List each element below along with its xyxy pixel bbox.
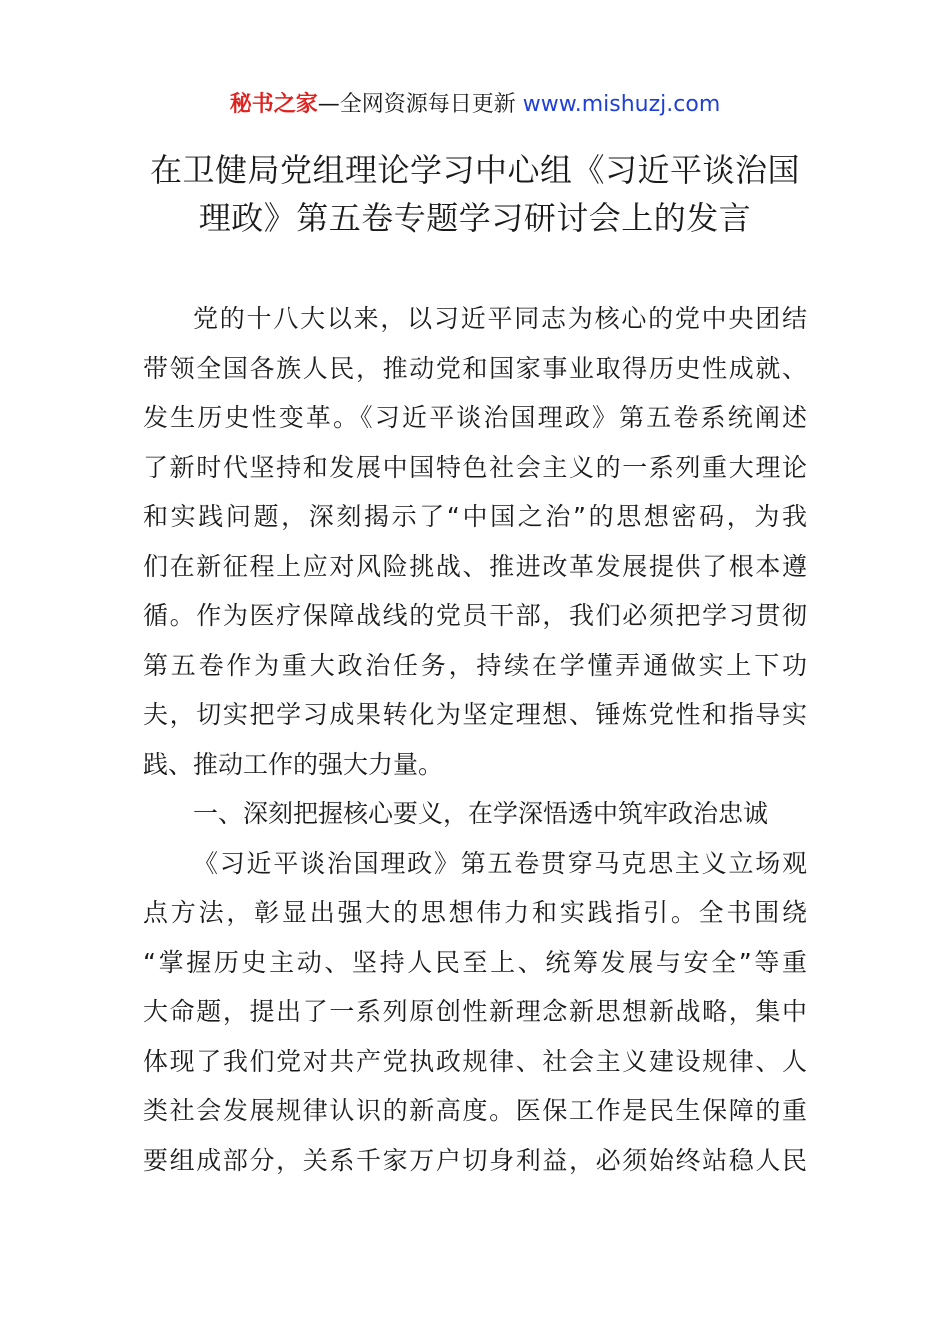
header-dash: —	[317, 92, 340, 117]
text-line: 循。作为医疗保障战线的党员干部，我们必须把学习贯彻	[143, 601, 807, 630]
text-line: 《习近平谈治国理政》第五卷贯穿马克思主义立场观	[193, 848, 807, 878]
title-line: 理政》第五卷专题学习研讨会上的发言	[198, 199, 752, 237]
document-title	[140, 146, 810, 242]
text-line: 们在新征程上应对风险挑战、推进改革发展提供了根本遵	[143, 551, 807, 581]
text-line: 党的十八大以来，以习近平同志为核心的党中央团结	[193, 304, 807, 333]
text-line: 类社会发展规律认识的新高度。医保工作是民生保障的重	[143, 1096, 807, 1125]
text-line: 要组成部分，关系千家万户切身利益，必须始终站稳人民	[143, 1145, 807, 1175]
text-line: “掌握历史主动、坚持人民至上、统筹发展与安全”等重	[143, 947, 807, 977]
section-heading	[143, 789, 807, 839]
text-line: 带领全国各族人民，推动党和国家事业取得历史性成就、	[143, 353, 807, 383]
site-header	[0, 88, 950, 122]
title-line: 在卫健局党组理论学习中心组《习近平谈治国	[149, 151, 800, 189]
text-line: 和实践问题，深刻揭示了“中国之治”的思想密码，为我	[143, 502, 807, 531]
text-line: 践、推动工作的强大力量。	[143, 749, 444, 779]
brand-name: 秘书之家	[229, 92, 318, 117]
paragraph	[143, 294, 807, 789]
header-tagline: 全网资源每日更新	[339, 92, 523, 117]
text-line: 第五卷作为重大政治任务，持续在学懂弄通做实上下功	[143, 650, 807, 680]
text-line: 大命题，提出了一系列原创性新理念新思想新战略，集中	[143, 997, 807, 1026]
document-body	[143, 294, 807, 1185]
text-line: 夫，切实把学习成果转化为坚定理想、锤炼党性和指导实	[143, 700, 807, 729]
text-line: 体现了我们党对共产党执政规律、社会主义建设规律、人	[143, 1046, 807, 1076]
paragraph	[143, 839, 807, 1186]
text-line: 发生历史性变革。《习近平谈治国理政》第五卷系统阐述	[143, 403, 807, 432]
text-line: 点方法，彰显出强大的思想伟力和实践指引。全书围绕	[143, 898, 807, 927]
heading-line: 一、深刻把握核心要义，在学深悟透中筑牢政治忠诚	[193, 799, 769, 828]
site-url-link[interactable]: www.mishuzj.com	[522, 92, 721, 117]
text-line: 了新时代坚持和发展中国特色社会主义的一系列重大理论	[143, 452, 807, 482]
